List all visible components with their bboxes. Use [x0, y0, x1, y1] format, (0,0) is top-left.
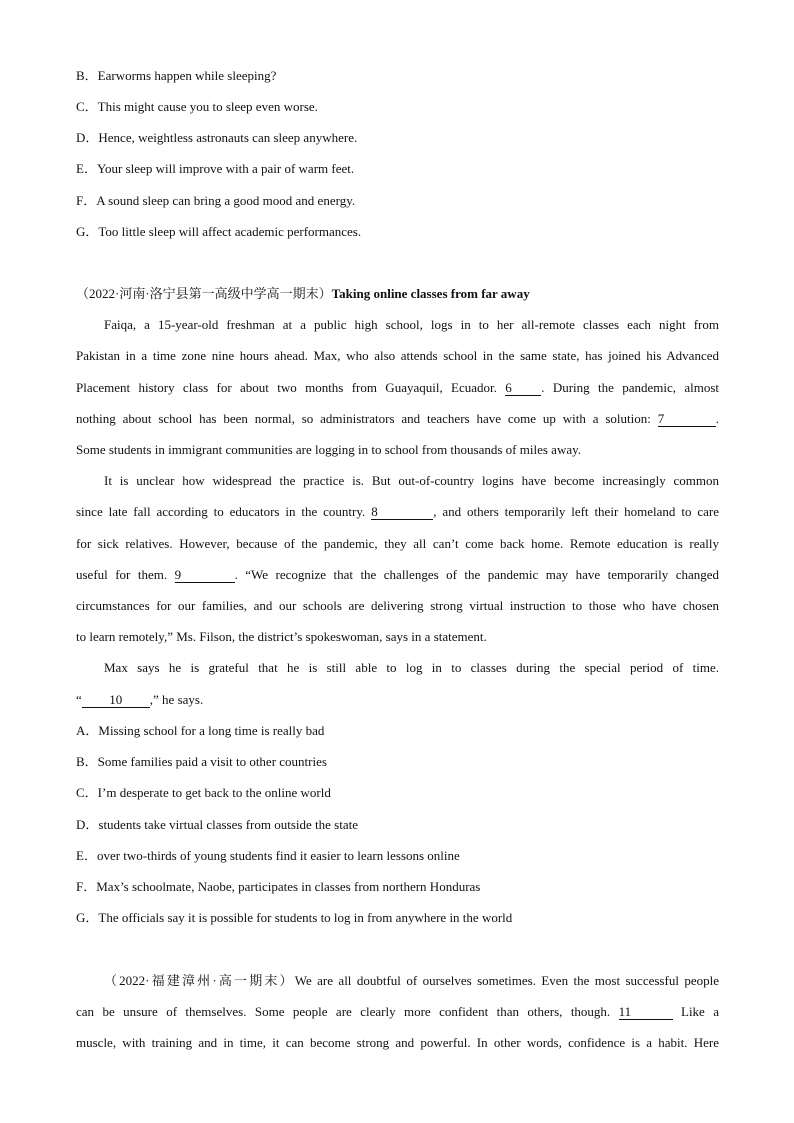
option-b	[76, 754, 719, 770]
option-text: Too little sleep will affect academic performances.	[98, 224, 362, 239]
option-text: students take virtual classes from outside the state	[98, 817, 358, 832]
option-text: Missing school for a long time is really bad	[98, 723, 325, 738]
option-d	[76, 817, 719, 833]
option-letter: B．	[76, 754, 98, 769]
option-e	[76, 161, 719, 177]
passage-line: Faiqa, a 15-year-old freshman at a public high school, logs in to her all-remote classes each night from	[104, 317, 719, 332]
passage-line: Placement history class for about two months from Guayaquil, Ecuador. 6 . During the pandemic, almost	[76, 380, 719, 395]
passage-line: “ 10 ,” he says.	[76, 692, 204, 707]
option-text: over two-thirds of young students find it easier to learn lessons online	[96, 848, 460, 863]
option-letter: G．	[76, 224, 99, 239]
passage-heading	[76, 286, 719, 302]
answer-blank-11: 11	[619, 1005, 673, 1020]
passage-line: since late fall according to educators in the country. 8 , and others temporarily left their homeland to care	[76, 504, 719, 519]
option-d	[76, 130, 719, 146]
option-a	[76, 723, 719, 739]
option-c	[76, 99, 719, 115]
option-letter: D．	[76, 130, 99, 145]
option-e	[76, 848, 719, 864]
answer-blank-10: 10	[82, 693, 150, 708]
passage-line: for sick relatives. However, because of the pandemic, they all can’t come back home. Remote education is really	[76, 536, 719, 551]
option-letter: E．	[76, 161, 97, 176]
option-g	[76, 910, 719, 926]
option-letter: C．	[76, 99, 98, 114]
answer-blank-7: 7	[658, 412, 716, 427]
option-letter: E．	[76, 848, 97, 863]
passage-source: （2022·河南·洛宁县第一高级中学高一期末）	[76, 286, 332, 301]
option-text: Earworms happen while sleeping?	[97, 68, 277, 83]
option-letter: D．	[76, 817, 99, 832]
passage-line: to learn remotely,” Ms. Filson, the district’s spokeswoman, says in a statement.	[76, 629, 487, 644]
passage-title: Taking online classes from far away	[331, 286, 530, 301]
passage-line: circumstances for our families, and our schools are delivering strong virtual instruction to those who have chosen	[76, 598, 719, 613]
answer-blank-6: 6	[505, 381, 541, 396]
passage-line: It is unclear how widespread the practice is. But out-of-country logins have become increasingly common	[104, 473, 719, 488]
option-f	[76, 193, 719, 209]
passage-line: Max says he is grateful that he is still able to log in to classes during the special period of time.	[104, 660, 719, 675]
option-letter: G．	[76, 910, 99, 925]
option-letter: C．	[76, 785, 98, 800]
option-letter: F．	[76, 193, 97, 208]
passage-line: can be unsure of themselves. Some people are clearly more confident than others, though. 11 Like a	[76, 1004, 720, 1019]
passage-source: （2022·福建漳州·高一期末）	[104, 973, 295, 988]
option-c	[76, 785, 719, 801]
option-text: Some families paid a visit to other countries	[97, 754, 327, 769]
option-text: A sound sleep can bring a good mood and energy.	[96, 193, 356, 208]
passage-line: useful for them. 9 . “We recognize that the challenges of the pandemic may have temporarily changed	[76, 567, 720, 582]
option-text: Hence, weightless astronauts can sleep anywhere.	[98, 130, 358, 145]
option-b	[76, 68, 719, 84]
option-g	[76, 224, 719, 240]
option-text: I’m desperate to get back to the online world	[97, 785, 331, 800]
passage-line: （2022·福建漳州·高一期末）We are all doubtful of ourselves sometimes. Even the most successful people	[104, 973, 719, 988]
option-letter: B．	[76, 68, 98, 83]
option-text: Your sleep will improve with a pair of warm feet.	[96, 161, 355, 176]
answer-blank-8: 8	[371, 505, 433, 520]
passage-line: Pakistan in a time zone nine hours ahead. Max, who also attends school in the same state, has joined his Advanced	[76, 348, 719, 363]
passage-line: muscle, with training and in time, it can become strong and powerful. In other words, confidence is a habit. Here	[76, 1035, 719, 1050]
answer-blank-9: 9	[175, 568, 235, 583]
option-text: Max’s schoolmate, Naobe, participates in classes from northern Honduras	[96, 879, 481, 894]
option-letter: F．	[76, 879, 97, 894]
option-letter: A．	[76, 723, 99, 738]
option-text: This might cause you to sleep even worse.	[97, 99, 318, 114]
passage-line: nothing about school has been normal, so administrators and teachers have come up with a solution: 7 .	[76, 411, 719, 426]
option-f	[76, 879, 719, 895]
option-text: The officials say it is possible for students to log in from anywhere in the world	[98, 910, 513, 925]
passage-line: Some students in immigrant communities are logging in to school from thousands of miles away.	[76, 442, 582, 457]
